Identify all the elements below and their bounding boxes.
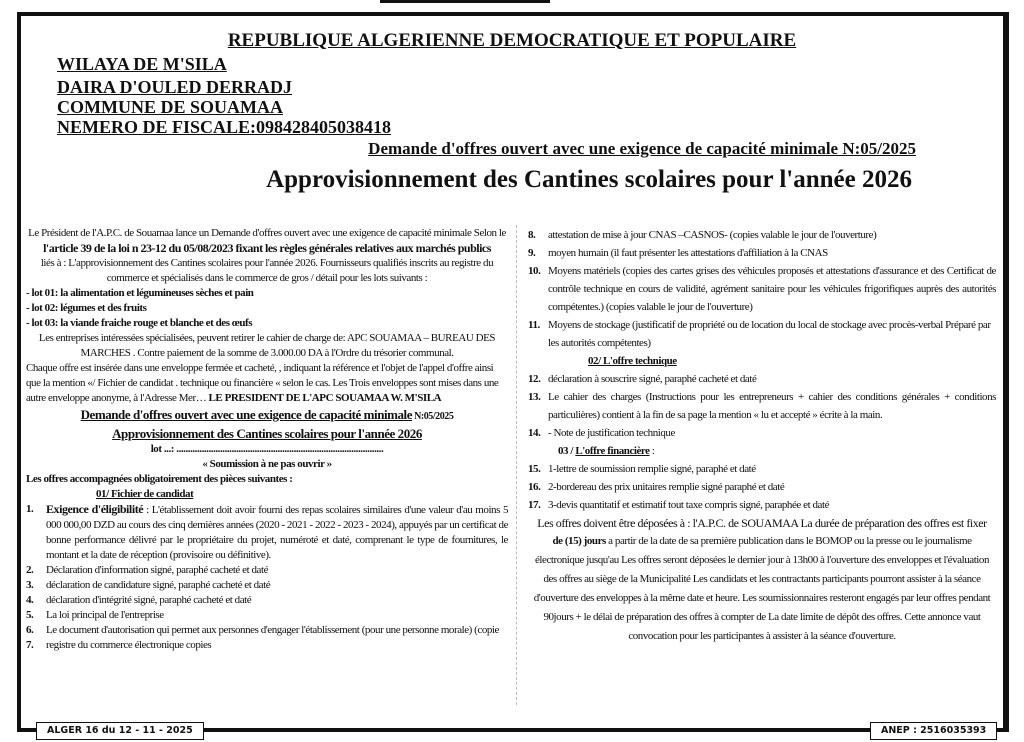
lot-1: - lot 01: la alimentation et légumineuses sèches et pain <box>26 287 254 299</box>
item-text: Déclaration d'information signé, paraphé cacheté et daté <box>46 564 269 576</box>
deposit-details: a partir de la date de sa première publication dans le BOMOP ou la presse ou le journalisme électronique jusqu'au Les offres seront déposées le dernier jour à 13h00 à l'ouverture des enveloppes et l'évaluation des offres au siège de la Municipalité Les candidats et les contractants participants pourront assister à la séance d'ouverture des enveloppes à la même date et heure. Les soumissionnaires resteront engagés par leur offres pendant 90jours + le délai de préparation des offres à compter de La date limite de dépôt des offres. Cette annonce vaut convocation pour les participantes à assister à la séance d'ouverture. <box>533 535 991 642</box>
item-number: 3. <box>26 579 34 591</box>
item-number: 6. <box>26 624 34 636</box>
legal-reference: l'article 39 de la loi n 23-12 du 05/08/2023 fixant les règles générales relatives aux marchés publics <box>43 241 491 255</box>
item-text: 3-devis quantitatif et estimatif tout taxe compris signé, paraphée et daté <box>548 499 830 511</box>
item-number: 5. <box>26 609 34 621</box>
item-number: 8. <box>528 229 536 241</box>
item-number: 9. <box>528 247 536 259</box>
colon: : <box>649 445 655 457</box>
list-item <box>528 226 996 244</box>
item-text: Le document d'autorisation qui permet aux personnes d'engager l'établissement (pour une personne morale) (copie <box>46 624 499 636</box>
item-bold: Exigence d'éligibilité <box>46 502 144 516</box>
list-item <box>26 593 508 608</box>
item-number: 2. <box>26 564 34 576</box>
candidate-file-list <box>26 502 508 653</box>
list-item <box>26 563 508 578</box>
republic-heading: REPUBLIQUE ALGERIENNE DEMOCRATIQUE ET POPULAIRE <box>227 30 797 51</box>
item-text: Moyens de stockage (justificatif de propriété ou de location du local de stockage avec procès-verbal Préparé par les autorités compétentes) <box>548 319 991 349</box>
list-item <box>528 388 996 424</box>
tender-title <box>0 165 1024 195</box>
address: LE PRESIDENT DE L'APC SOUAMAA W. M'SILA <box>208 392 442 404</box>
list-item <box>528 244 996 262</box>
section-candidate-file: 01/ Fichier de candidat <box>96 488 194 500</box>
anep-number-box: ANEP : 2516035393 <box>870 722 997 740</box>
lot-3: - lot 03: la viande fraiche rouge et blanche et des œufs <box>26 317 253 329</box>
lot-2: - lot 02: légumes et des fruits <box>26 302 147 314</box>
item-text: 1-lettre de soumission remplie signé, paraphé et daté <box>548 463 756 475</box>
retrait-text: Les entreprises intéressées spécialisées, peuvent retirer le cahier de charge de: APC SOUAMAA – BUREAU DES MARCHES . Contre paiement de la somme de 3.000.00 DA à l'Ordre du trésorier communal. <box>38 332 496 359</box>
deposit-text: Les offres doivent être déposées à : l'A.P.C. de SOUAMAA La durée de préparation des offres est fixer <box>537 516 987 530</box>
right-column <box>528 226 996 646</box>
fiscal-number: NEMERO DE FISCALE:098428405038418 <box>57 117 392 137</box>
required-documents-heading: Les offres accompagnées obligatoirement des pièces suivantes : <box>26 473 293 485</box>
list-item <box>528 478 996 496</box>
list-item <box>26 638 508 653</box>
item-number: 10. <box>528 265 541 277</box>
list-item <box>26 578 508 593</box>
item-number: 15. <box>528 463 541 475</box>
lot-line: lot ...: .......................................................................................... <box>150 443 384 455</box>
section-financial-offer: L'offre financière <box>575 445 650 457</box>
item-text: déclaration à souscrire signé, paraphé cacheté et daté <box>548 373 757 385</box>
top-rule <box>380 0 550 3</box>
wilaya: WILAYA DE M'SILA <box>57 54 227 74</box>
item-text: moyen humain (il faut présenter les attestations d'affiliation à la CNAS <box>548 247 828 259</box>
envelope-number: N:05/2025 <box>412 411 454 422</box>
commune: COMMUNE DE SOUAMAA <box>57 97 283 117</box>
list-item <box>26 502 508 563</box>
item-number: 17. <box>528 499 541 511</box>
item-text: - Note de justification technique <box>548 427 675 439</box>
publication-date-box: ALGER 16 du 12 - 11 - 2025 <box>36 722 204 740</box>
item-number: 13. <box>528 391 541 403</box>
section-number: 03 / <box>558 445 576 457</box>
candidate-file-list-continued <box>528 226 996 352</box>
deposit-duration: de (15) jours <box>552 535 606 547</box>
tender-title-text: Approvisionnement des Cantines scolaires pour l'année 2026 <box>266 166 912 193</box>
item-number: 16. <box>528 481 541 493</box>
list-item <box>26 608 508 623</box>
technical-offer-list <box>528 370 996 442</box>
list-item <box>528 370 996 388</box>
item-number: 1. <box>26 503 34 515</box>
intro-text-2: liés à : L'approvisionnement des Cantines scolaires pour l'année 2026. Fournisseurs qualifiés inscrits au registre du commerce et spécialisés dans le commerce de gros / détail pour les lots suivants : <box>40 257 494 284</box>
left-column <box>26 226 508 653</box>
section-technical-offer: 02/ L'offre technique <box>588 355 677 367</box>
enveloppe-text: Chaque offre est insérée dans une enveloppe fermée et cacheté, , indiquant la référence et l'objet de l'appel d'offre ainsi que la mention «/ Fichier de candidat . technique ou financière « selon le cas. Les Trois enveloppes sont mises dans une autre enveloppe anonyme, à l'Adresse Mer… <box>26 362 499 404</box>
item-number: 14. <box>528 427 541 439</box>
item-text: La loi principal de l'entreprise <box>46 609 164 621</box>
item-number: 7. <box>26 639 34 651</box>
item-text: registre du commerce électronique copies <box>46 639 212 651</box>
item-text: 2-bordereau des prix unitaires remplie signé paraphé et daté <box>548 481 785 493</box>
intro-text: Le Président de l'A.P.C. de Souamaa lance un Demande d'offres ouvert avec une exigence de capacité minimale Selon le <box>28 227 506 239</box>
tender-subtitle: Demande d'offres ouvert avec une exigence de capacité minimale N:05/2025 <box>368 139 916 158</box>
financial-offer-list <box>528 460 996 514</box>
list-item <box>528 262 996 316</box>
item-text: déclaration d'intégrité signé, paraphé cacheté et daté <box>46 594 252 606</box>
do-not-open: « Soumission à ne pas ouvrir » <box>202 458 332 470</box>
item-text: déclaration de candidature signé, paraphé cacheté et daté <box>46 579 271 591</box>
envelope-subject: Approvisionnement des Cantines scolaires pour l'année 2026 <box>112 426 422 441</box>
item-number: 4. <box>26 594 34 606</box>
column-divider <box>516 225 517 705</box>
list-item <box>528 424 996 442</box>
list-item <box>528 316 996 352</box>
list-item <box>26 623 508 638</box>
item-number: 11. <box>528 319 540 331</box>
item-text: attestation de mise à jour CNAS –CASNOS- (copies valable le jour de l'ouverture) <box>548 229 877 241</box>
list-item <box>528 496 996 514</box>
item-text: Moyens matériels (copies des cartes grises des véhicules proposés et attestations d'assurance et des Certificat de contrôle technique en cours de validité, agrément sanitaire pour les véhicules frigorifiques auprès des autorités compétentes.) (copies valable le jour de l'ouverture) <box>548 265 996 313</box>
item-text: Le cahier des charges (Instructions pour les entrepreneurs + cahier des conditions générales + conditions particulières) contient à la fin de sa page la mention « lu et accepté » écrite à la main. <box>548 391 996 421</box>
daira: DAIRA D'OULED DERRADJ <box>57 77 293 97</box>
item-number: 12. <box>528 373 541 385</box>
envelope-title: Demande d'offres ouvert avec une exigence de capacité minimale <box>80 407 413 422</box>
list-item <box>528 460 996 478</box>
item-text: : L'établissement doit avoir fourni des repas scolaires similaires d'une valeur d'au moins 5 000 000,00 DZD au cours des cinq dernières années (2020 - 2021 - 2022 - 2023 - 2024), appuyés par un certificat de bonne performance délivré par le propriétaire du projet, numéroté et daté, comprenant le type de fournitures, le montant et la date de réception (provisoire ou définitive). <box>46 504 508 561</box>
